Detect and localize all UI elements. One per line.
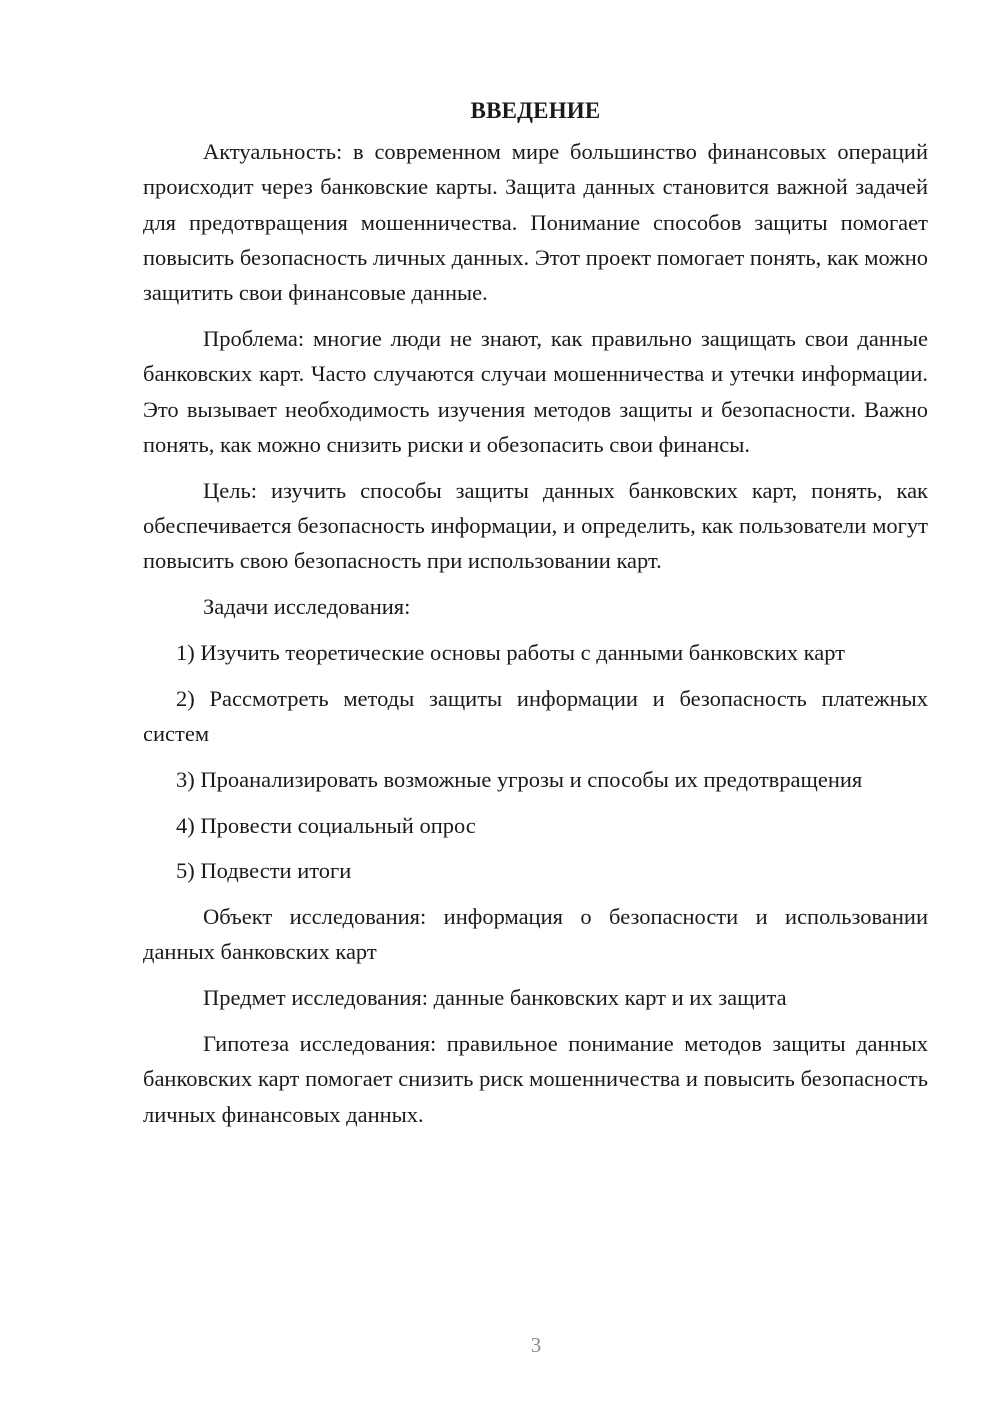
task-item-5: 5) Подвести итоги [176,858,352,884]
problem-paragraph: Проблема: многие люди не знают, как правильно защищать свои данные банковских карт. Часто случаются случаи мошенничества и утечки информации. Это вызывает необходимость изучения методов защиты и безопасности. Важно понять, как можно снизить риски и обезопасить свои финансы. [143,325,928,457]
task-item-3: 3) Проанализировать возможные угрозы и способы их предотвращения [176,766,863,792]
subject-paragraph: Предмет исследования: данные банковских карт и их защита [203,985,787,1011]
document-page [143,93,928,1142]
relevance-paragraph: Актуальность: в современном мире большинство финансовых операций происходит через банковские карты. Защита данных становится важной задачей для предотвращения мошенничества. Понимание способов защиты помогает повысить безопасность личных данных. Этот проект помогает понять, как можно защитить свои финансовые данные. [143,139,928,306]
task-item-1: 1) Изучить теоретические основы работы с данными банковских карт [176,639,845,665]
task-item-4: 4) Провести социальный опрос [176,812,476,838]
tasks-title: Задачи исследования: [203,594,411,620]
task-item-2: 2) Рассмотреть методы защиты информации и безопасность платежных систем [143,685,928,746]
page-number: 3 [530,1333,542,1357]
object-paragraph: Объект исследования: информация о безопасности и использовании данных банковских карт [143,904,928,965]
hypothesis-paragraph: Гипотеза исследования: правильное понимание методов защиты данных банковских карт помогает снизить риск мошенничества и повысить безопасность личных финансовых данных. [143,1031,928,1127]
section-heading: ВВЕДЕНИЕ [470,98,601,123]
goal-paragraph: Цель: изучить способы защиты данных банковских карт, понять, как обеспечивается безопасность информации, и определить, как пользователи могут повысить свою безопасность при использовании карт. [143,477,928,574]
